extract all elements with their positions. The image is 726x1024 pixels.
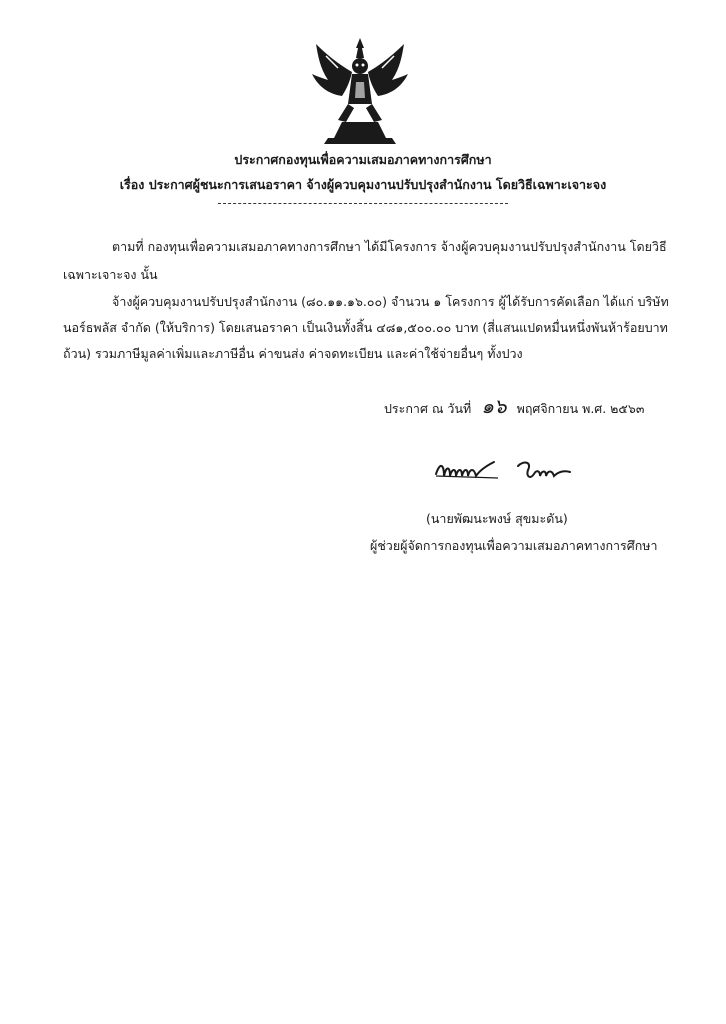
title-divider <box>218 203 508 204</box>
body-line-3: จ้างผู้ควบคุมงานปรับปรุงสำนักงาน (๘๐.๑๑.๑๖.๐๐) จำนวน ๑ โครงการ ผู้ได้รับการคัดเลือก ได้แก่ บริษัท <box>112 294 669 309</box>
body-line-2: เฉพาะเจาะจง นั้น <box>63 267 158 282</box>
signer-position: ผู้ช่วยผู้จัดการกองทุนเพื่อความเสมอภาคทางการศึกษา <box>370 538 658 553</box>
date-prefix: ประกาศ ณ วันที่ <box>384 401 472 416</box>
body-line-1: ตามที่ กองทุนเพื่อความเสมอภาคทางการศึกษา ได้มีโครงการ จ้างผู้ควบคุมงานปรับปรุงสำนักงาน โดยวิธี <box>112 239 667 254</box>
date-day: ๑๖ <box>481 394 507 418</box>
handwritten-signature <box>434 452 594 492</box>
announcement-subject: เรื่อง ประกาศผู้ชนะการเสนอราคา จ้างผู้ควบคุมงานปรับปรุงสำนักงาน โดยวิธีเฉพาะเจาะจง <box>119 177 607 192</box>
announcement-date <box>384 390 644 422</box>
signer-name: (นายพัฒนะพงษ์ สุขมะดัน) <box>426 511 568 526</box>
body-line-4: นอร์ธพลัส จำกัด (ให้บริการ) โดยเสนอราคา เป็นเงินทั้งสิ้น ๔๘๑,๕๐๐.๐๐ บาท (สี่แสนแปดหมื่นหนึ่งพันห้าร้อยบาท <box>63 320 668 335</box>
garuda-emblem-icon <box>308 34 412 146</box>
date-month-year: พฤศจิกายน พ.ศ. ๒๕๖๓ <box>516 401 645 416</box>
body-line-5: ถ้วน) รวมภาษีมูลค่าเพิ่มและภาษีอื่น ค่าขนส่ง ค่าจดทะเบียน และค่าใช้จ่ายอื่นๆ ทั้งปวง <box>63 346 523 361</box>
announcement-title: ประกาศกองทุนเพื่อความเสมอภาคทางการศึกษา <box>234 152 492 167</box>
